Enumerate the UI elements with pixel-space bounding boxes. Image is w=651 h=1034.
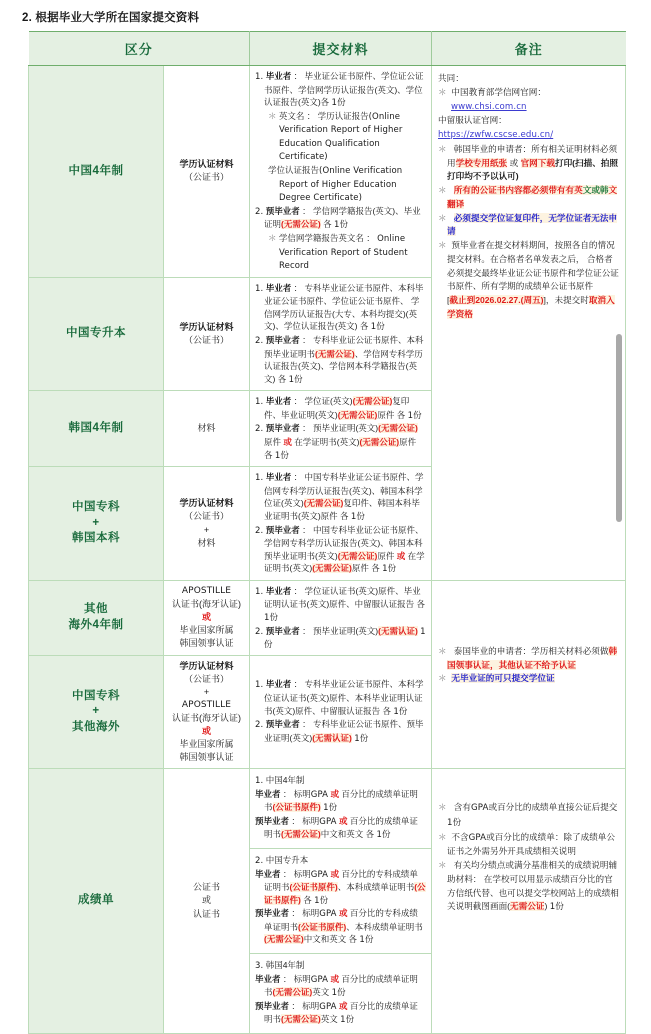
- remarks-block-overseas: ＊ 泰国毕业的申请者：学历相关材料必须做韩国领事认证，其他认证不给予认证 ＊ 无毕业证的可只提交学位证: [432, 580, 626, 768]
- row-kind-china-upgrade: 学历认证材料 （公证书）: [164, 277, 250, 391]
- column-header-remarks: 备注: [432, 32, 626, 66]
- row-category-china-4y: 中国4年制: [29, 66, 164, 278]
- remarks-block-transcript: ＊ 含有GPA或百分比的成绩单直接公证后提交 1份 ＊ 不含GPA或百分比的成绩单：除了成绩单公证书之外需另外开具成绩相关说明 ＊ 有关均分绩点或满分基准相关的成绩说明辅助材料： 在学校可以用显示成绩百分比的官方信纸代替、也可以提交学校网站上的成绩相关说明截图画面(无需公证) 1份: [432, 769, 626, 1034]
- row-kind-other-overseas-4y: APOSTILLE 认证书(海牙认证) 或 毕业国家所属 韩国领事认证: [164, 580, 250, 655]
- row-materials-china-4y: 1. 毕业者 ： 毕业证公证书原件、学位证公证书原件、学信网学历认证报告(英文)、学位认证报告(英文)各 1份 ＊ 英文名 ： 学历认证报告(Online Verification Report of Higher Education Qualification Certificate) 学位认证报告(Online Verification Report of Higher Education Degree Certificate) 2. 预毕业者 ： 学信网学籍报告(英文)、毕业证明(无需公证) 各 1份 ＊ 学信网学籍报告英文名 ： Online Verification Report of Student Record: [250, 66, 432, 278]
- vertical-scrollbar-thumb[interactable]: [616, 334, 622, 522]
- transcript-group-korea-4y: 3. 韩国4年制 毕业者 ： 标明GPA 或 百分比的成绩单证明书(无需公证)英文 1份 预毕业者 ： 标明GPA 或 百分比的成绩单证明书(无需公证)英文 1份: [250, 953, 431, 1033]
- row-category-korea-4y: 韩国4年制: [29, 391, 164, 467]
- column-header-category: 区分: [29, 32, 250, 66]
- row-materials-china-college-korea-bachelor: 1. 毕业者 ： 中国专科毕业证公证书原件、学信网专科学历认证报告(英文)、韩国本科学位证(英文)(无需公证)复印件、韩国本科毕业证明书(英文)原件 各 1份 2. 预毕业者 ： 中国专科毕业证公证书原件、学信网专科学历认证报告(英文)、韩国本科预毕业证明书(英文)(无需公证)原件 或 在学证明书(英文)(无需公证)原件 各 1份: [250, 467, 432, 581]
- column-header-materials: 提交材料: [250, 32, 432, 66]
- row-materials-korea-4y: 1. 毕业者 ： 学位证(英文)(无需公证)复印件、毕业证明(英文)(无需公证)原件 各 1份 2. 预毕业者 ： 预毕业证明(英文)(无需公证)原件 或 在学证明书(英文)(无需公证)原件 各 1份: [250, 391, 432, 467]
- page-title: 2. 根据毕业大学所在国家提交资料: [22, 12, 200, 24]
- row-kind-china-college-other-overseas: 学历认证材料 （公证书） + APOSTILLE 认证书(海牙认证) 或 毕业国家所属 韩国领事认证: [164, 655, 250, 768]
- row-category-china-upgrade: 中国专升本: [29, 277, 164, 391]
- row-kind-korea-4y: 材料: [164, 391, 250, 467]
- row-kind-transcript: 公证书 或 认证书: [164, 769, 250, 1034]
- row-category-other-overseas-4y: 其他 海外4年制: [29, 580, 164, 655]
- table-header-row: [29, 32, 626, 66]
- row-category-transcript: 成绩单: [29, 769, 164, 1034]
- row-materials-china-upgrade: 1. 毕业者 ： 专科毕业证公证书原件、本科毕业证公证书原件、学位证公证书原件、 学信网学历认证报告(大专、本科均提交)(英文)、学位认证报告(英文) 各 1份 2. 预毕业者 ： 专科毕业证公证书原件、本科预毕业证明书(无需公证)、学信网专科学历认证报告(英文)、学信网本科学籍报告(英文) 各 1份: [250, 277, 432, 391]
- link-cscse[interactable]: https://zwfw.cscse.edu.cn/: [438, 130, 554, 140]
- row-category-china-college-korea-bachelor: 中国专科 + 韩国本科: [29, 467, 164, 581]
- row-materials-other-overseas-4y: 1. 毕业者 ： 学位证认证书(英文)原件、毕业证明认证书(英文)原件、中留服认证报告 各 1份 2. 预毕业者 ： 预毕业证明(英文)(无需认证) 1份: [250, 580, 432, 655]
- table-row: [29, 769, 626, 1034]
- row-kind-china-4y: 学历认证材料 （公证书）: [164, 66, 250, 278]
- submission-materials-table: [28, 31, 626, 1034]
- row-kind-china-college-korea-bachelor: 学历认证材料 （公证书） + 材料: [164, 467, 250, 581]
- row-materials-china-college-other-overseas: 1. 毕业者 ： 专科毕业证公证书原件、本科学位证认证书(英文)原件、本科毕业证明认证书(英文)原件、中留服认证报告 各 1份 2. 预毕业者 ： 专科毕业证公证书原件、预毕业证明(英文)(无需认证) 1份: [250, 655, 432, 768]
- row-materials-transcript: [250, 769, 432, 1034]
- table-row: [29, 580, 626, 655]
- remarks-block-common: 共同： ＊ 中国教育部学信网官网： www.chsi.com.cn 中留服认证官网： https://zwfw.cscse.edu.cn/ ＊ 韩国毕业的申请者：所有相关证明材料必须用学校专用纸张 或 官网下载打印(扫描、拍照打印均不予以认可) ＊ 所有的公证书内容都必须带有有英文或韩文翻译 ＊ 必须提交学位证复印件，无学位证者无法申请 ＊ 预毕业者在提交材料期间，按照各自的情况提交材料。在合格者名单发表之后， 合格者必须提交最终毕业证公证书原件和学位证公证书原件、所有学期的成绩单公证书原件 截止到2026.02.27.(周五)]，未提交时取消入学资格: [432, 66, 626, 581]
- transcript-group-china-4y: 1. 中国4年制 毕业者 ： 标明GPA 或 百分比的成绩单证明书(公证书原件) 1份 预毕业者 ： 标明GPA 或 百分比的成绩单证明书(无需公证)中文和英文 各 1份: [255, 775, 418, 841]
- row-category-china-college-other-overseas: 中国专科 + 其他海外: [29, 655, 164, 768]
- table-row: [29, 66, 626, 278]
- transcript-group-china-upgrade: 2. 中国专升本 毕业者 ： 标明GPA 或 百分比的专科成绩单证明书(公证书原件)、本科成绩单证明书(公证书原件) 各 1份 预毕业者 ： 标明GPA 或 百分比的专科成绩单证明书(公证书原件)、本科成绩单证明书(无需公证)中文和英文 各 1份: [250, 848, 431, 953]
- link-chsi[interactable]: www.chsi.com.cn: [451, 101, 527, 112]
